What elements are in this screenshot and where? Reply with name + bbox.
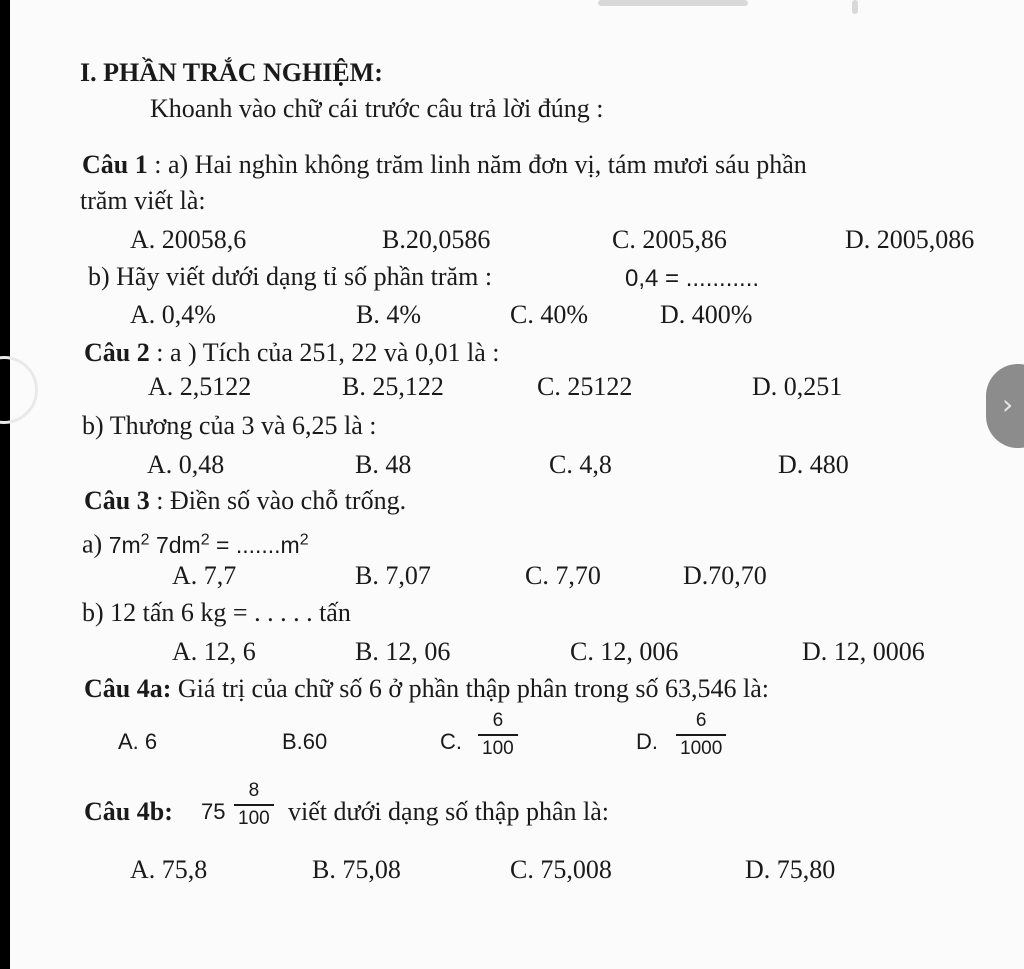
q4a-line [84, 674, 769, 704]
q1a-option-c[interactable]: C. 2005,86 [612, 225, 727, 254]
q2b-option-c[interactable]: C. 4,8 [549, 450, 612, 479]
q3-text: : Điền số vào chỗ trống. [149, 486, 407, 515]
q3-a-expr1: 7m [108, 531, 141, 558]
q4a-option-d[interactable]: D. [636, 729, 658, 754]
q3a-option-a[interactable]: A. 7,7 [172, 561, 237, 590]
q3b-option-c[interactable]: C. 12, 006 [570, 637, 679, 666]
q2a-option-c[interactable]: C. 25122 [537, 372, 633, 401]
q3b-option-d[interactable]: D. 12, 0006 [802, 637, 925, 666]
q3-a-sup3: 2 [299, 531, 309, 548]
q2b-option-d[interactable]: D. 480 [778, 450, 849, 479]
q4b-fraction [234, 780, 274, 830]
q1-label: Câu 1 [82, 150, 148, 179]
q2-text-a: : a ) Tích của 251, 22 và 0,01 là : [149, 338, 500, 367]
q3-a-expr2: 7dm [149, 531, 201, 558]
q4a-option-a[interactable]: A. 6 [118, 729, 158, 754]
q3-a-prefix: a) [82, 529, 109, 559]
fraction-numerator: 8 [248, 780, 260, 801]
q1-text-b: b) Hãy viết dưới dạng tỉ số phần trăm : [88, 262, 493, 291]
fraction-numerator: 6 [695, 710, 707, 731]
q3a-option-d[interactable]: D.70,70 [683, 561, 767, 590]
q4a-option-c-fraction[interactable] [478, 710, 518, 760]
q1b-option-c[interactable]: C. 40% [510, 300, 588, 329]
q4a-option-b[interactable]: B.60 [282, 729, 328, 754]
q4a-label: Câu 4a: [84, 674, 172, 703]
q1-text-a: : a) Hai nghìn không trăm linh năm đơn vị, tám mươi sáu phần [147, 150, 807, 179]
q4b-whole: 75 [201, 799, 226, 824]
q2-line [84, 338, 499, 368]
q3-a-sup2: 2 [200, 531, 210, 548]
q2a-option-a[interactable]: A. 2,5122 [148, 372, 252, 401]
q4a-option-c[interactable]: C. [440, 729, 462, 754]
q3b-option-a[interactable]: A. 12, 6 [172, 637, 256, 666]
q4a-text: Giá trị của chữ số 6 ở phần thập phân trong số 63,546 là: [171, 674, 769, 703]
q1b-option-d[interactable]: D. 400% [660, 300, 753, 329]
q2-label: Câu 2 [84, 338, 150, 367]
q4a-option-d-fraction[interactable] [676, 710, 726, 760]
q2b-option-a[interactable]: A. 0,48 [147, 450, 225, 479]
q1-text-a2: trăm viết là: [80, 186, 206, 215]
q2-text-b: b) Thương của 3 và 6,25 là : [82, 411, 377, 440]
instruction: Khoanh vào chữ cái trước câu trả lời đúng : [150, 94, 604, 123]
q1b-option-b[interactable]: B. 4% [356, 300, 421, 329]
fraction-numerator: 6 [492, 710, 504, 731]
section-title: I. PHẦN TRẮC NGHIỆM: [80, 58, 383, 87]
q3-label: Câu 3 [84, 486, 150, 515]
q3a-option-b[interactable]: B. 7,07 [355, 561, 431, 590]
q1-line [82, 150, 807, 180]
q3-text-b: b) 12 tấn 6 kg = . . . . . tấn [82, 598, 351, 627]
q3-a-expr3: = .......m [209, 531, 300, 558]
top-blur-mark [852, 0, 858, 14]
fraction-denominator: 100 [478, 734, 518, 760]
q2a-option-b[interactable]: B. 25,122 [342, 372, 444, 401]
q1a-option-d[interactable]: D. 2005,086 [845, 225, 975, 254]
fraction-denominator: 100 [234, 804, 274, 830]
q4b-option-c[interactable]: C. 75,008 [510, 855, 612, 884]
next-page-button[interactable] [986, 364, 1024, 448]
q2b-option-b[interactable]: B. 48 [355, 450, 412, 479]
q4b-text: viết dưới dạng số thập phân là: [288, 797, 610, 826]
q1a-option-b[interactable]: B.20,0586 [382, 225, 491, 254]
q2a-option-d[interactable]: D. 0,251 [752, 372, 843, 401]
q1-text-b-expr: 0,4 = ........... [625, 265, 760, 292]
q1a-option-a[interactable]: A. 20058,6 [130, 225, 247, 254]
q4b-option-d[interactable]: D. 75,80 [745, 855, 836, 884]
fraction-denominator: 1000 [676, 734, 726, 760]
q3-part-a [82, 525, 309, 560]
q3-line [84, 486, 406, 516]
top-blur-mark [598, 0, 748, 6]
chevron-right-icon: › [1002, 388, 1014, 421]
q3a-option-c[interactable]: C. 7,70 [525, 561, 601, 590]
q3b-option-b[interactable]: B. 12, 06 [355, 637, 451, 666]
q1b-option-a[interactable]: A. 0,4% [130, 300, 216, 329]
q4b-label: Câu 4b: [84, 797, 173, 826]
q3-a-expr [109, 532, 309, 558]
q4b-option-a[interactable]: A. 75,8 [130, 855, 208, 884]
q3-a-sup1: 2 [140, 531, 150, 548]
q4b-option-b[interactable]: B. 75,08 [312, 855, 401, 884]
